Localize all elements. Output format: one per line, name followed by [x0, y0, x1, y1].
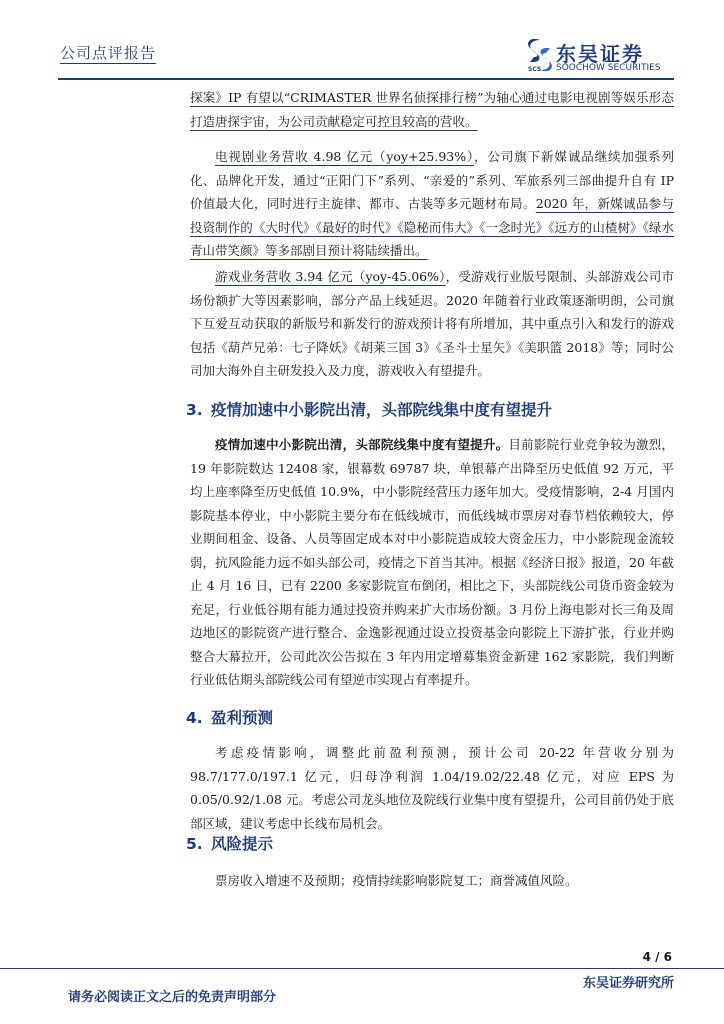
- logo-english-name: SOOCHOW SECURITIES: [556, 63, 661, 73]
- footer-disclaimer: 请务必阅读正文之后的免责声明部分: [68, 990, 277, 1005]
- paragraph-ip-universe: [190, 86, 674, 133]
- paragraph-game-business: [190, 265, 674, 383]
- section-title: 风险提示: [211, 835, 274, 853]
- section-number: 5.: [186, 835, 203, 853]
- section-title: 疫情加速中小影院出清，头部院线集中度有望提升: [211, 401, 553, 419]
- paragraph-earnings-forecast: 考虑疫情影响，调整此前盈利预测，预计公司 20-22 年营收分别为 98.7/177.0/197.1 亿元，归母净利润 1.04/19.02/22.48 亿元，对应 EPS 为 0.05/0.92/1.08 元。考虑公司龙头地位及院线行业集中度有望提升，公司目前仍处于底部区域，建议考虑中长线布局机会。: [190, 745, 674, 831]
- report-type-title: 公司点评报告: [60, 44, 157, 62]
- tv-revenue-lead: 电视剧业务营收 4.98 亿元（yoy+25.93%）: [215, 149, 475, 164]
- footer-divider: [0, 968, 724, 969]
- header-divider: [58, 78, 674, 80]
- ip-universe-text: 探案》IP 有望以“CRIMASTER 世界名侦探排行榜”为轴心通过电影电视剧等娱乐形态打造唐探宇宙，为公司贡献稳定可控且较高的营收。: [190, 90, 674, 129]
- footer-company: 东吴证券研究所: [582, 976, 674, 991]
- game-revenue-lead: 游戏业务营收 3.94 亿元（yoy-45.06%）: [215, 269, 446, 284]
- section-heading-5: [186, 832, 273, 854]
- section-number: 3.: [186, 401, 203, 419]
- logo-mark-icon: [526, 38, 554, 72]
- soochow-logo: [526, 38, 676, 74]
- section-heading-4: [186, 706, 273, 728]
- paragraph-tv-business: [190, 145, 674, 263]
- logo-chinese-name: 东吴证券: [556, 42, 644, 66]
- cinema-lead: 疫情加速中小影院出清，头部院线集中度有望提升。: [215, 437, 509, 452]
- paragraph-risk-warning: 票房收入增速不及预期；疫情持续影响影院复工；商誉减值风险。: [215, 873, 578, 888]
- game-business-body: ，受游戏行业版号限制、头部游戏公司市场份额扩大等因素影响，部分产品上线延迟。2020 年随着行业政策逐渐明朗，公司旗下互爱互动获取的新版号和新发行的游戏预计将有所增加，其中重点引入和发行的游戏包括《葫芦兄弟：七子降妖》《胡莱三国 3》《圣斗士星矢》《美职篮 2018》等；同时公司加大海外自主研发投入及力度，游戏收入有望提升。: [190, 269, 674, 378]
- section-heading-3: [186, 398, 552, 420]
- paragraph-cinema-consolidation: [190, 433, 674, 692]
- page-number: 4 / 6: [642, 950, 672, 964]
- section-title: 盈利预测: [211, 709, 274, 727]
- tv-pipeline-text: 2020 年，新媒诚品参与投资制作的《大时代》《最好的时代》《隐秘而伟大》《一念时光》《远方的山楂树》《绿水青山带笑颜》等多部剧目预计将陆续播出。: [190, 196, 674, 258]
- section-number: 4.: [186, 709, 203, 727]
- logo-mark-text: SCS: [528, 66, 542, 72]
- tv-business-body: ，公司旗下新媒诚品继续加强系列化、品牌化开发，通过“正阳门下”系列、“亲爱的”系列、军旅系列三部曲提升自有 IP 价值最大化，同时进行主旋律、都市、古装等多元题材布局。: [190, 149, 674, 211]
- cinema-body: 目前影院行业竞争较为激烈，19 年影院数达 12408 家，银幕数 69787 块，单银幕产出降至历史低值 92 万元，平均上座率降至历史低值 10.9%，中小影院经营压力逐年加大。受疫情影响，2-4 月国内影院基本停业，中小影院主要分布在低线城市，而低线城市票房对春节档依赖较大，停业期间租金、设备、人员等固定成本对中小影院造成较大资金压力，中小影院现金流较弱，抗风险能力远不如头部公司，疫情之下首当其冲。根据《经济日报》报道，20 年截止 4 月 16 日，已有 2200 多家影院宣布倒闭，相比之下，头部院线公司货币资金较为充足，行业低谷期有能力通过投资并购来扩大市场份额。3 月份上海电影对长三角及周边地区的影院资产进行整合、金逸影视通过设立投资基金向影院上下游扩张，行业并购整合大幕拉开，公司此次公告拟在 3 年内用定增募集资金新建 162 家影院，我们判断行业低估期头部院线公司有望逆市实现占有率提升。: [190, 437, 674, 687]
